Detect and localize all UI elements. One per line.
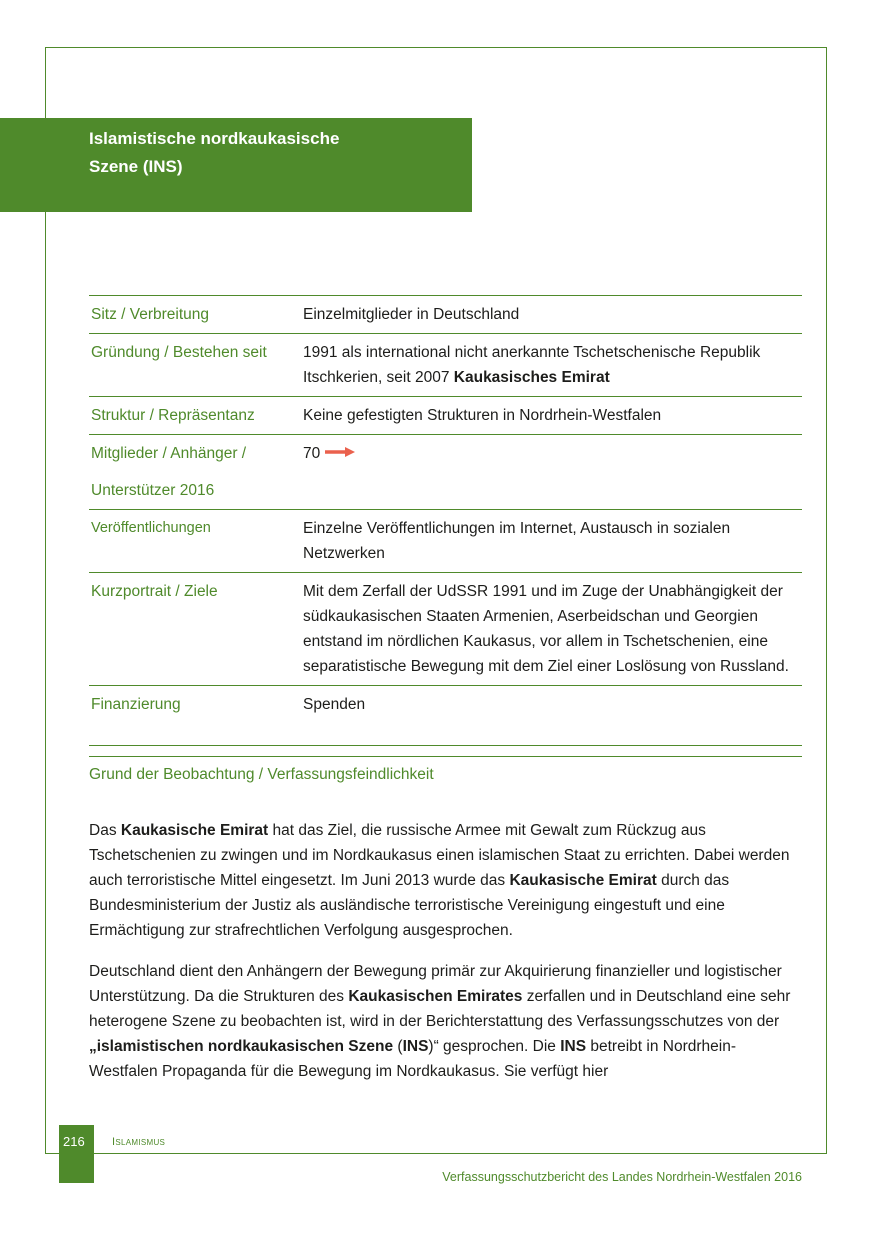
p2-bold-3: INS xyxy=(402,1038,429,1055)
page-number: 216 xyxy=(59,1125,94,1183)
row-mitglieder xyxy=(89,435,802,510)
row-kurzportrait xyxy=(89,573,802,686)
value-gruendung xyxy=(301,334,802,397)
label-kurzportrait: Kurzportrait / Ziele xyxy=(91,583,218,600)
profile-table xyxy=(89,295,802,746)
p2-bold-4: INS xyxy=(560,1038,587,1055)
value-gruendung-text: 1991 als international nicht anerkannte Tschetschenische Republik Itschkerien, seit 2007 xyxy=(303,344,761,386)
row-sitz xyxy=(89,296,802,334)
p2-bold-1: Kaukasischen Emirates xyxy=(348,988,523,1005)
row-veroeffentlichungen xyxy=(89,510,802,573)
value-sitz: Einzelmitglieder in Deutschland xyxy=(303,306,520,323)
value-kurzportrait: Mit dem Zerfall der UdSSR 1991 und im Zuge der Unabhängigkeit der südkaukasischen Staaten Armenien, Aserbeidschan und Georgien entstand im nördlichen Kaukasus, vor allem in Tschetschenien, eine separatistische Bewegung mit dem Ziel einer Loslösung von Russland. xyxy=(303,583,789,675)
member-count: 70 xyxy=(303,445,321,462)
row-gruendung xyxy=(89,334,802,397)
p2-text-3: ( xyxy=(393,1038,403,1055)
body-text xyxy=(89,818,802,1100)
value-finanzierung: Spenden xyxy=(303,696,366,713)
section-heading: Grund der Beobachtung / Verfassungsfeindlichkeit xyxy=(89,766,434,783)
title-line-2: Szene (INS) xyxy=(89,157,183,176)
p2-bold-2: „islamistischen nordkaukasischen Szene xyxy=(89,1038,394,1055)
p2-text-2: zerfallen und in Deutschland eine sehr heterogene Szene zu beobachten ist, wird in der Berichterstattung des Verfassungsschutzes von der xyxy=(89,988,791,1030)
label-struktur: Struktur / Repräsentanz xyxy=(91,407,255,424)
footer-text: Verfassungsschutzbericht des Landes Nordrhein-Westfalen 2016 xyxy=(442,1170,802,1184)
value-veroeffentlichungen: Einzelne Veröffentlichungen im Internet, Austausch in sozialen Netzwerken xyxy=(303,520,731,562)
label-mitglieder xyxy=(89,435,301,510)
label-veroeffentlichungen: Veröffentlichungen xyxy=(91,520,211,536)
p1-text-1: Das xyxy=(89,822,121,839)
title-band xyxy=(0,118,472,212)
paragraph-2 xyxy=(89,959,802,1084)
p1-bold-1: Kaukasische Emirat xyxy=(120,822,269,839)
value-gruendung-bold: Kaukasisches Emirat xyxy=(453,369,610,386)
row-finanzierung xyxy=(89,686,802,746)
label-mitglieder-line2: Unterstützer 2016 xyxy=(91,482,215,499)
p2-text-4: )“ gesprochen. Die xyxy=(428,1038,561,1055)
p1-bold-2: Kaukasische Emirat xyxy=(509,872,657,889)
value-mitglieder xyxy=(301,435,802,510)
title-line-1: Islamistische nordkaukasische xyxy=(89,129,340,148)
p2-text-5: betreibt in Nordrhein-Westfalen Propaganda für die Bewegung im Nordkaukasus. Sie verfügt hier xyxy=(89,1038,736,1080)
arrow-right-icon xyxy=(324,441,356,466)
row-struktur xyxy=(89,397,802,435)
label-mitglieder-line1: Mitglieder / Anhänger / xyxy=(91,445,247,462)
value-struktur: Keine gefestigten Strukturen in Nordrhein-Westfalen xyxy=(303,407,662,424)
label-finanzierung: Finanzierung xyxy=(91,696,181,713)
paragraph-1 xyxy=(89,818,802,943)
section-rule xyxy=(89,756,802,757)
p1-text-3: durch das Bundesministerium der Justiz als ausländische terroristische Vereinigung eingestuft und eine Ermächtigung zur strafrechtlichen Verfolgung ausgesprochen. xyxy=(89,872,730,939)
label-sitz: Sitz / Verbreitung xyxy=(91,306,210,323)
p1-text-2: hat das Ziel, die russische Armee mit Gewalt zum Rückzug aus Tschetschenien zu zwingen und im Nordkaukasus einen islamischen Staat zu errichten. Dabei werden auch terroristische Mittel eingesetzt. Im Juni 2013 wurde das xyxy=(89,822,790,889)
p2-text-1: Deutschland dient den Anhängern der Bewegung primär zur Akquirierung finanzieller und logistischer Unterstützung. Da die Strukturen des xyxy=(89,963,782,1005)
label-gruendung: Gründung / Bestehen seit xyxy=(91,344,267,361)
running-head: Islamismus xyxy=(112,1136,166,1148)
